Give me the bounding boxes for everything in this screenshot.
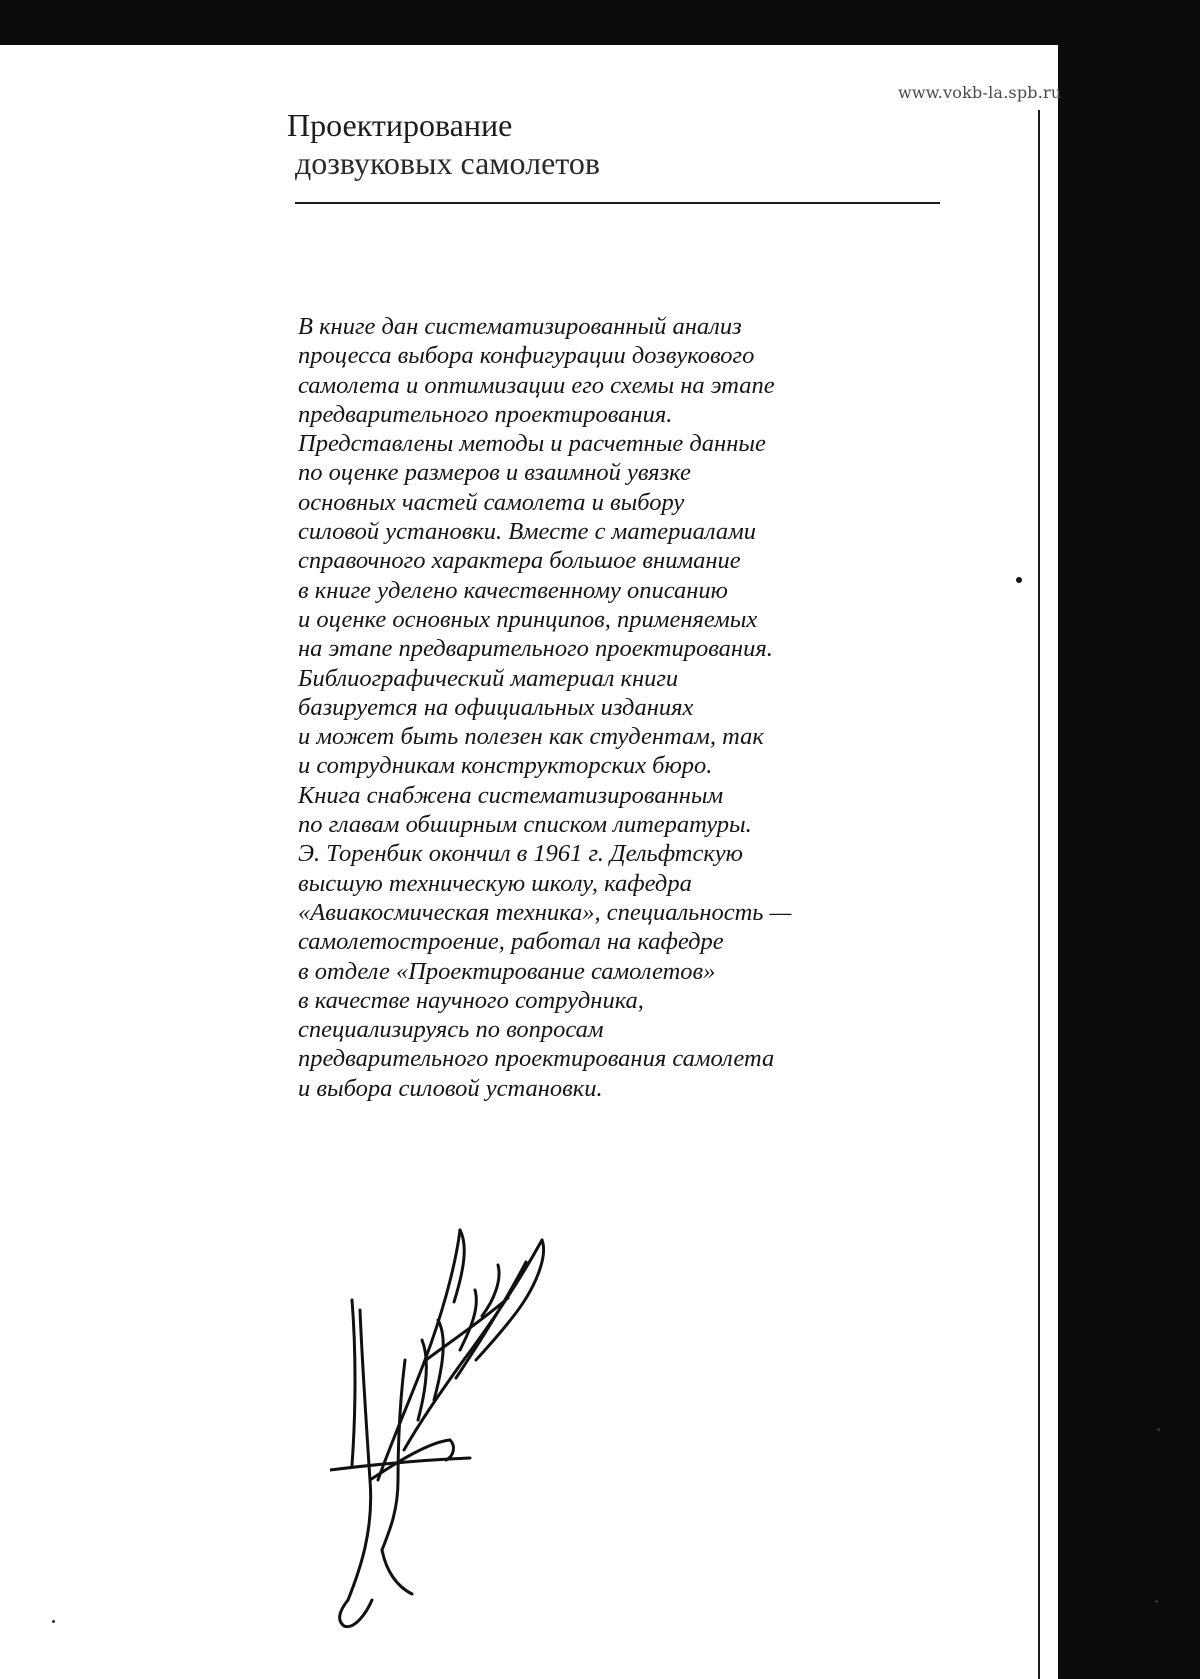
margin-dot: [1016, 577, 1022, 583]
annotation-line: на этапе предварительного проектирования.: [298, 635, 773, 663]
annotation-line: в отделе «Проектирование самолетов»: [298, 957, 716, 985]
annotation-line: справочного характера большое внимание: [298, 547, 741, 575]
book-title-line1: Проектирование: [287, 107, 513, 143]
handwritten-signature-icon: [330, 1210, 580, 1630]
title-divider: [295, 202, 940, 204]
watermark-url: www.vokb-la.spb.ru: [898, 83, 1062, 102]
annotation-line: процесса выбора конфигурации дозвукового: [298, 342, 755, 370]
annotation-line: по главам обширным списком литературы.: [298, 811, 752, 839]
scan-border-left: [0, 0, 26, 45]
annotation-line: силовой установки. Вместе с материалами: [298, 518, 756, 546]
annotation-line: и сотрудникам конструкторских бюро.: [298, 752, 713, 780]
annotation-line: Представлены методы и расчетные данные: [298, 430, 766, 458]
annotation-line: высшую техническую школу, кафедра: [298, 869, 692, 897]
annotation-line: предварительного проектирования самолета: [298, 1045, 775, 1073]
annotation-line: в качестве научного сотрудника,: [298, 986, 644, 1014]
scan-speck: [52, 1620, 55, 1623]
annotation-line: и выбора силовой установки.: [298, 1074, 603, 1102]
book-title: [287, 106, 600, 182]
annotation-line: «Авиакосмическая техника», специальность —: [298, 898, 792, 926]
annotation-line: в книге уделено качественному описанию: [298, 576, 728, 604]
annotation-line: В книге дан систематизированный анализ: [298, 313, 742, 340]
annotation-line: самолетостроение, работал на кафедре: [298, 928, 724, 956]
annotation-line: и оценке основных принципов, применяемых: [298, 605, 758, 633]
annotation-line: самолета и оптимизации его схемы на этапе: [298, 371, 775, 399]
annotation-line: и может быть полезен как студентам, так: [298, 723, 764, 751]
book-title-line2: дозвуковых самолетов: [295, 145, 600, 181]
annotation-line: основных частей самолета и выбору: [298, 488, 685, 516]
annotation-line: по оценке размеров и взаимной увязке: [298, 459, 691, 487]
annotation-line: Э. Торенбик окончил в 1961 г. Дельфтскую: [298, 840, 743, 868]
annotation-line: Книга снабжена систематизированным: [298, 781, 724, 809]
annotation-line: специализируясь по вопросам: [298, 1016, 604, 1044]
page-edge-line: [1038, 110, 1040, 1679]
scan-speck: [1157, 1428, 1160, 1431]
annotation-text: [298, 312, 938, 1103]
scan-speck: [1155, 1600, 1158, 1603]
annotation-line: базируется на официальных изданиях: [298, 693, 694, 721]
scan-border-right: [1058, 0, 1200, 1679]
annotation-line: Библиографический материал книги: [298, 664, 679, 692]
annotation-line: предварительного проектирования.: [298, 400, 673, 428]
